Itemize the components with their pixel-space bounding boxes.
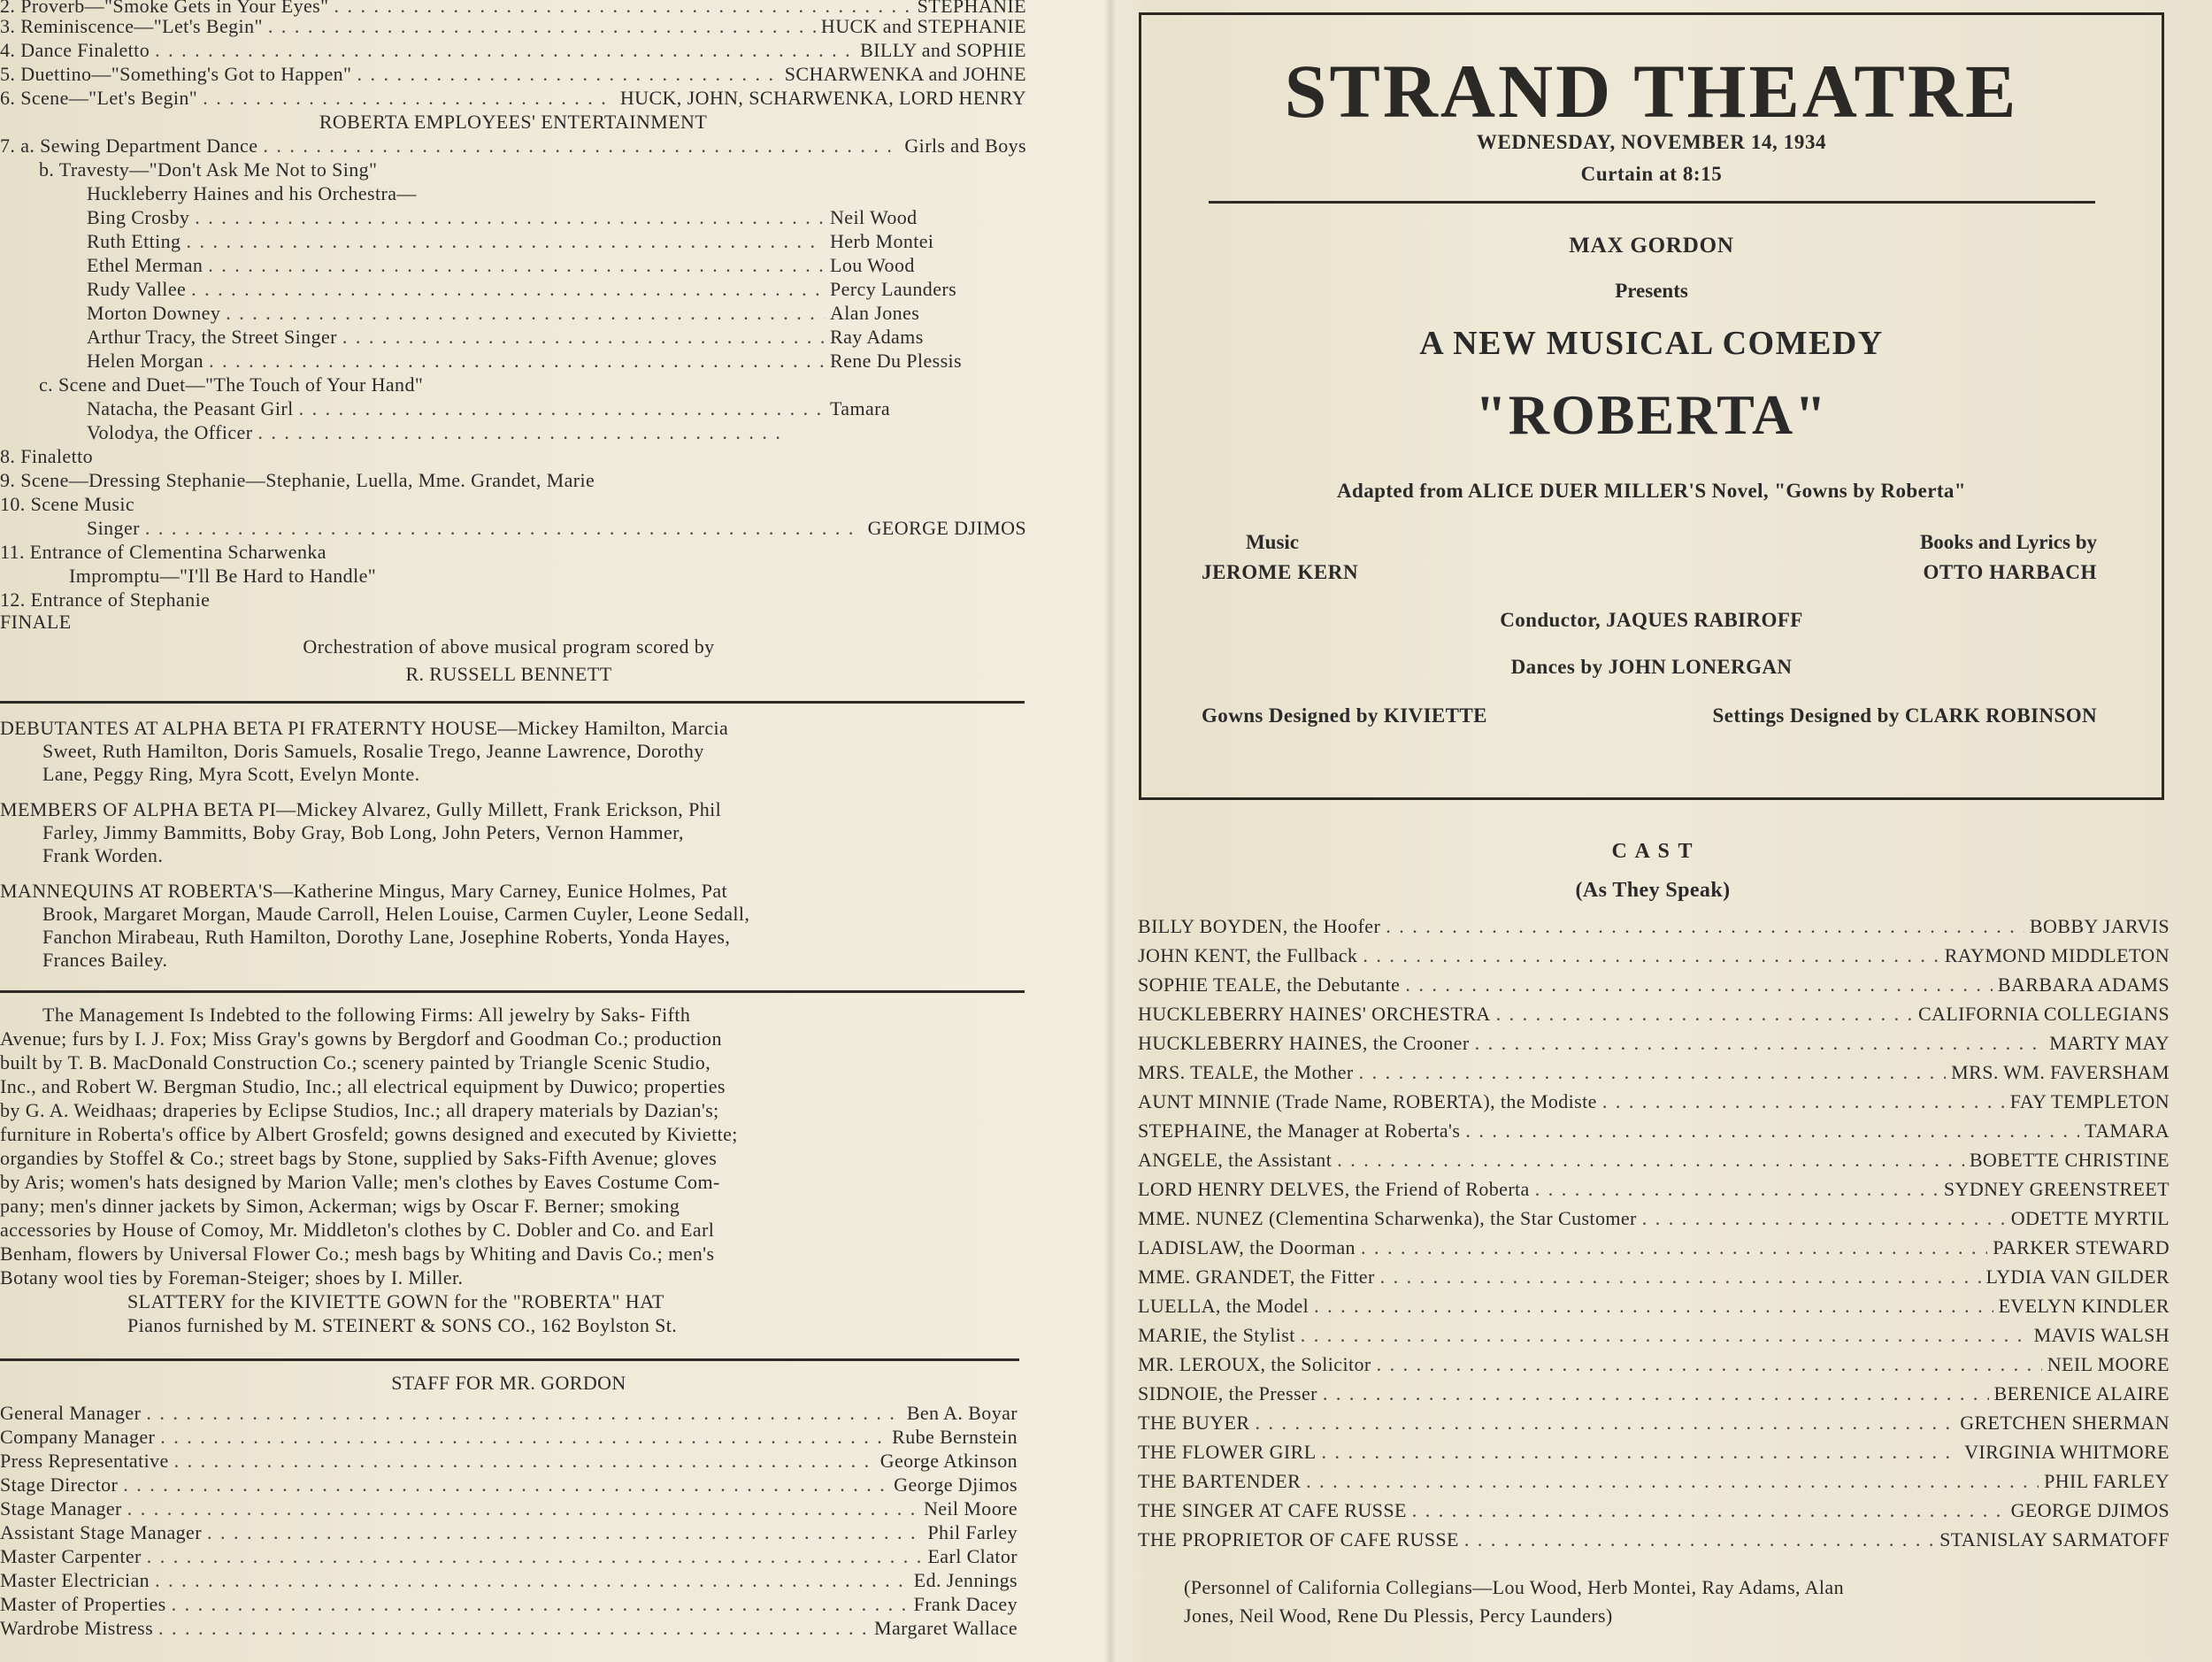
program-row: 6. Scene—"Let's Begin" . . . HUCK, JOHN, SCHARWENKA, LORD HENRY (0, 87, 1026, 110)
left-page (0, 0, 1026, 1662)
management-line: Botany wool ties by Foreman-Steiger; shoes by I. Miller. (0, 1266, 464, 1289)
cast-row: THE BUYER . . . GRETCHEN SHERMAN (1138, 1412, 2170, 1435)
cast-row: LUELLA, the Model . . . EVELYN KINDLER (1138, 1295, 2170, 1318)
right-page (1134, 0, 2171, 1662)
debutantes-line: Sweet, Ruth Hamilton, Doris Samuels, Rosalie Trego, Jeanne Lawrence, Dorothy (42, 740, 704, 762)
performance-date: WEDNESDAY, NOVEMBER 14, 1934 (1476, 131, 1827, 153)
theatre-name: STRAND THEATRE (1284, 49, 2019, 134)
cast-row: HUCKLEBERRY HAINES' ORCHESTRA . . . CALIFORNIA COLLEGIANS (1138, 1003, 2170, 1026)
cast-row: HUCKLEBERRY HAINES, the Crooner . . . MARTY MAY (1138, 1032, 2170, 1055)
employees-heading: ROBERTA EMPLOYEES' ENTERTAINMENT (319, 111, 708, 133)
travesty-row: Rudy Vallee . . . Percy Launders (87, 278, 963, 301)
members-line: MEMBERS OF ALPHA BETA PI—Mickey Alvarez, Gully Millett, Frank Erickson, Phil (0, 798, 722, 820)
travesty-row: Arthur Tracy, the Street Singer . . . Ray Adams (87, 326, 963, 349)
personnel-line: Jones, Neil Wood, Rene Du Plessis, Percy Launders) (1184, 1604, 1613, 1627)
staff-row: Master Carpenter . . . Earl Clator (0, 1545, 1018, 1568)
conductor-line: Conductor, JAQUES RABIROFF (1500, 609, 1803, 631)
divider (0, 1358, 1019, 1361)
travesty-row: Helen Morgan . . . Rene Du Plessis (87, 350, 963, 373)
staff-row: Stage Manager . . . Neil Moore (0, 1497, 1018, 1520)
cast-row: MME. GRANDET, the Fitter . . . LYDIA VAN GILDER (1138, 1266, 2170, 1289)
staff-row: Assistant Stage Manager . . . Phil Farley (0, 1521, 1018, 1544)
program-item-11: 11. Entrance of Clementina Scharwenka (0, 541, 326, 563)
slattery-line: SLATTERY for the KIVIETTE GOWN for the "ROBERTA" HAT (127, 1290, 664, 1312)
cast-row: THE BARTENDER . . . PHIL FARLEY (1138, 1470, 2170, 1493)
dances-line: Dances by JOHN LONERGAN (1510, 656, 1793, 678)
cast-row: AUNT MINNIE (Trade Name, ROBERTA), the Modiste . . . FAY TEMPLETON (1138, 1090, 2170, 1113)
cast-row: ANGELE, the Assistant . . . BOBETTE CHRISTINE (1138, 1149, 2170, 1172)
cast-row: MARIE, the Stylist . . . MAVIS WALSH (1138, 1324, 2170, 1347)
management-line: The Management Is Indebted to the following Firms: All jewelry by Saks- Fifth (42, 1004, 691, 1026)
program-item-7c: c. Scene and Duet—"The Touch of Your Hand" (39, 373, 424, 396)
program-item-10: 10. Scene Music (0, 493, 135, 515)
program-item-12: 12. Entrance of Stephanie (0, 589, 211, 611)
show-subtitle: A NEW MUSICAL COMEDY (1419, 325, 1884, 362)
cast-row: STEPHAINE, the Manager at Roberta's . . . TAMARA (1138, 1120, 2170, 1143)
cast-row: MRS. TEALE, the Mother . . . MRS. WM. FAVERSHAM (1138, 1061, 2170, 1084)
cast-row: LORD HENRY DELVES, the Friend of Roberta . . . SYDNEY GREENSTREET (1138, 1178, 2170, 1201)
program-row-7a: 7. a. Sewing Department Dance . . . Girls and Boys (0, 135, 1026, 158)
program-row: 2. Proverb—"Smoke Gets in Your Eyes" . . . STEPHANIE (0, 0, 1026, 18)
cast-row: MME. NUNEZ (Clementina Scharwenka), the Star Customer . . . ODETTE MYRTIL (1138, 1207, 2170, 1230)
debutantes-line: Lane, Peggy Ring, Myra Scott, Evelyn Monte. (42, 763, 420, 785)
travesty-row: Morton Downey . . . Alan Jones (87, 302, 963, 325)
staff-row: Master Electrician . . . Ed. Jennings (0, 1569, 1018, 1592)
debutantes-line: DEBUTANTES AT ALPHA BETA PI FRATERNTY HOUSE—Mickey Hamilton, Marcia (0, 717, 729, 739)
staff-row: General Manager . . . Ben A. Boyar (0, 1402, 1018, 1425)
program-row: 4. Dance Finaletto . . . BILLY and SOPHIE (0, 39, 1026, 62)
cast-heading: C A S T (1611, 840, 1694, 863)
mannequins-line: MANNEQUINS AT ROBERTA'S—Katherine Mingus, Mary Carney, Eunice Holmes, Pat (0, 880, 728, 902)
adapted-line: Adapted from ALICE DUER MILLER'S Novel, "Gowns by Roberta" (1337, 480, 1966, 502)
cast-row: THE PROPRIETOR OF CAFE RUSSE . . . STANISLAY SARMATOFF (1138, 1528, 2170, 1551)
cast-row: THE FLOWER GIRL . . . VIRGINIA WHITMORE (1138, 1441, 2170, 1464)
travesty-row: Ruth Etting . . . Herb Montei (87, 230, 963, 253)
staff-row: Wardrobe Mistress . . . Margaret Wallace (0, 1617, 1018, 1640)
management-line: by Aris; women's hats designed by Marion Valle; men's clothes by Eaves Costume Com- (0, 1171, 720, 1193)
settings-line: Settings Designed by CLARK ROBINSON (1712, 704, 2097, 727)
travesty-row: Ethel Merman . . . Lou Wood (87, 254, 963, 277)
cast-row: LADISLAW, the Doorman . . . PARKER STEWARD (1138, 1236, 2170, 1259)
cast-row: SOPHIE TEALE, the Debutante . . . BARBARA ADAMS (1138, 973, 2170, 996)
program-item-7b: b. Travesty—"Don't Ask Me Not to Sing" (39, 158, 378, 181)
staff-row: Master of Properties . . . Frank Dacey (0, 1593, 1018, 1616)
cast-row: JOHN KENT, the Fullback . . . RAYMOND MIDDLETON (1138, 944, 2170, 967)
presents-line: Presents (1615, 280, 1688, 302)
mannequins-line: Fanchon Mirabeau, Ruth Hamilton, Dorothy Lane, Josephine Roberts, Yonda Hayes, (42, 926, 731, 948)
mannequins-line: Frances Bailey. (42, 949, 168, 971)
composer-name: JEROME KERN (1202, 561, 1359, 583)
management-line: furniture in Roberta's office by Albert Grosfeld; gowns designed and executed by Kiviette; (0, 1123, 738, 1145)
management-line: Benham, flowers by Universal Flower Co.; mesh bags by Whiting and Davis Co.; men's (0, 1243, 715, 1265)
program-row: 3. Reminiscence—"Let's Begin" . . . HUCK and STEPHANIE (0, 15, 1026, 38)
cast-subheading: (As They Speak) (1575, 879, 1731, 902)
personnel-line: (Personnel of California Collegians—Lou Wood, Herb Montei, Ray Adams, Alan (1184, 1576, 1844, 1598)
mannequins-line: Brook, Margaret Morgan, Maude Carroll, Helen Louise, Carmen Cuyler, Leone Sedall, (42, 903, 750, 925)
staff-row: Stage Director . . . George Djimos (0, 1473, 1018, 1497)
singer-row: Singer . . . GEORGE DJIMOS (87, 517, 1026, 540)
show-title: "ROBERTA" (1475, 383, 1828, 446)
divider (0, 990, 1025, 993)
cast-row: BILLY BOYDEN, the Hoofer . . . BOBBY JARVIS (1138, 915, 2170, 938)
cast-row: MR. LEROUX, the Solicitor . . . NEIL MOORE (1138, 1353, 2170, 1376)
center-fold (1104, 0, 1117, 1662)
lyricist-name: OTTO HARBACH (1923, 561, 2097, 583)
impromptu-line: Impromptu—"I'll Be Hard to Handle" (69, 565, 377, 587)
management-line: Inc., and Robert W. Bergman Studio, Inc.; all electrical equipment by Duwico; properties (0, 1075, 726, 1097)
management-line: pany; men's dinner jackets by Simon, Ackerman; wigs by Oscar F. Berner; smoking (0, 1195, 680, 1217)
gowns-line: Gowns Designed by KIVIETTE (1202, 704, 1487, 727)
management-line: organdies by Stoffel & Co.; street bags by Stone, supplied by Saks-Fifth Avenue; gloves (0, 1147, 718, 1169)
curtain-time: Curtain at 8:15 (1580, 163, 1723, 185)
pianos-line: Pianos furnished by M. STEINERT & SONS CO., 162 Boylston St. (127, 1314, 678, 1336)
orchestra-heading: Huckleberry Haines and his Orchestra— (87, 182, 417, 204)
staff-row: Press Representative . . . George Atkinson (0, 1450, 1018, 1473)
program-item-9: 9. Scene—Dressing Stephanie—Stephanie, Luella, Mme. Grandet, Marie (0, 469, 595, 491)
orchestration-line: Orchestration of above musical program scored by (303, 635, 715, 658)
management-line: by G. A. Weidhaas; draperies by Eclipse Studios, Inc.; all drapery materials by Dazian's; (0, 1099, 719, 1121)
music-label: Music (1245, 531, 1300, 553)
management-line: accessories by House of Comoy, Mr. Middleton's clothes by C. Dobler and Co. and Earl (0, 1219, 715, 1241)
management-line: built by T. B. MacDonald Construction Co.; scenery painted by Triangle Scenic Studio, (0, 1051, 711, 1073)
members-line: Farley, Jimmy Bammitts, Boby Gray, Bob Long, John Peters, Vernon Hammer, (42, 821, 684, 843)
program-row: 5. Duettino—"Something's Got to Happen" . . . SCHARWENKA and JOHNE (0, 63, 1026, 86)
cast-row: THE SINGER AT CAFE RUSSE . . . GEORGE DJIMOS (1138, 1499, 2170, 1522)
lyrics-label: Books and Lyrics by (1919, 531, 2097, 553)
staff-row: Company Manager . . . Rube Bernstein (0, 1426, 1018, 1449)
volodya-row: Volodya, the Officer . . . (87, 421, 795, 444)
staff-heading: STAFF FOR MR. GORDON (391, 1372, 626, 1394)
management-line: Avenue; furs by I. J. Fox; Miss Gray's gowns by Bergdorf and Goodman Co.; production (0, 1027, 722, 1050)
divider (0, 701, 1025, 704)
natacha-row: Natacha, the Peasant Girl . . . Tamara (87, 397, 963, 420)
finale-line: FINALE (0, 611, 72, 633)
travesty-row: Bing Crosby . . . Neil Wood (87, 206, 963, 229)
cast-row: SIDNOIE, the Presser . . . BERENICE ALAIRE (1138, 1382, 2170, 1405)
members-line: Frank Worden. (42, 844, 164, 866)
producer-name: MAX GORDON (1569, 234, 1734, 258)
program-item-8: 8. Finaletto (0, 445, 94, 467)
orchestrator-name: R. RUSSELL BENNETT (405, 663, 612, 685)
